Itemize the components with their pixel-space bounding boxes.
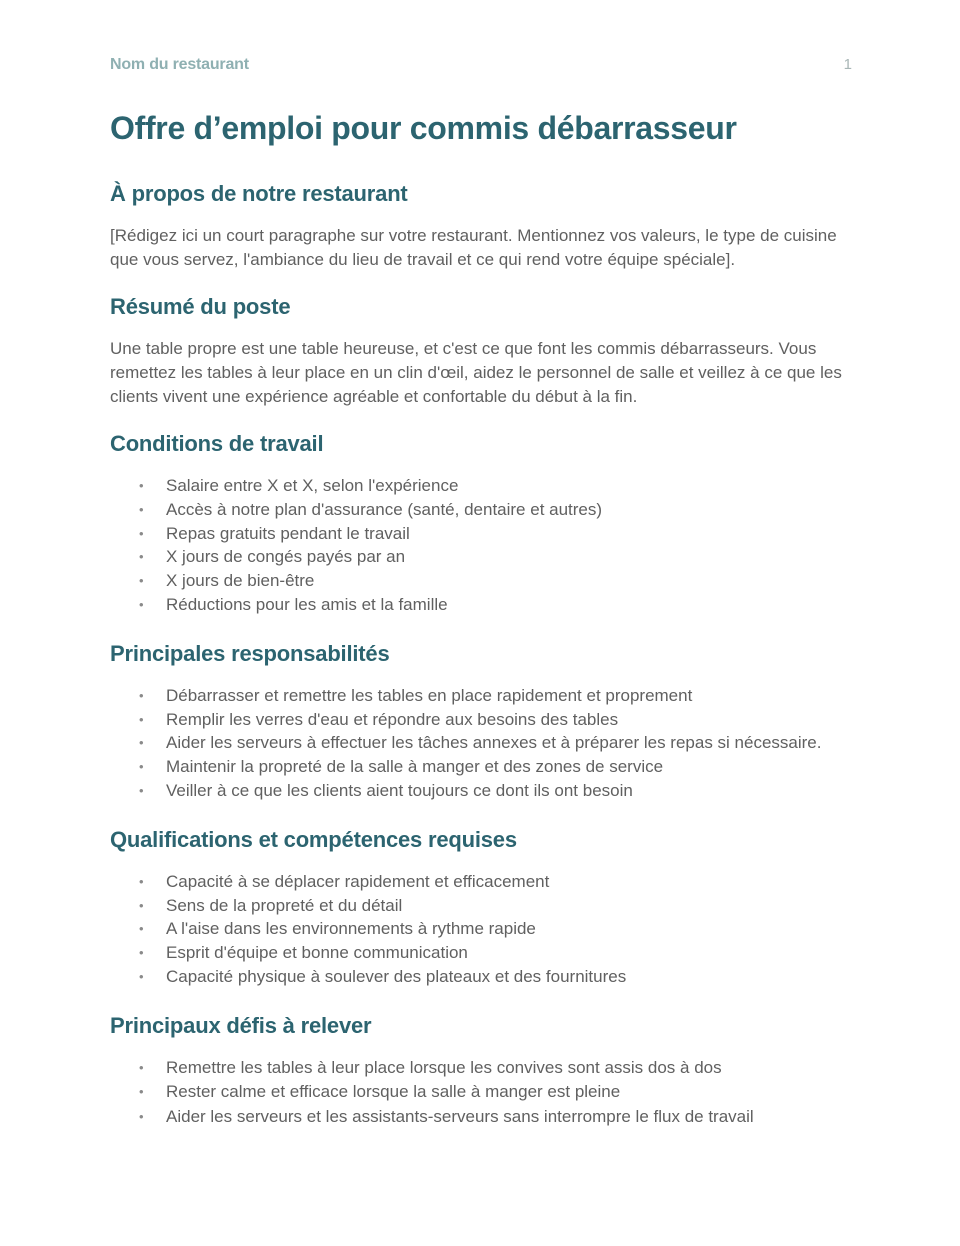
list-item	[110, 569, 860, 593]
list-item	[110, 731, 860, 755]
bullet-icon: •	[139, 687, 144, 703]
restaurant-name: Nom du restaurant	[110, 56, 249, 73]
list-item-text: Débarrasser et remettre les tables en place rapidement et proprement	[166, 685, 693, 705]
list-item	[110, 870, 860, 894]
list-item	[110, 474, 860, 498]
list-item-text: X jours de congés payés par an	[166, 547, 406, 567]
list-item	[110, 684, 860, 708]
list-item	[110, 779, 860, 803]
section-paragraph: Une table propre est une table heureuse, et c'est ce que font les commis débarrasseurs. Vous remettez les tables à leur place en un clin d'œil, aidez le personnel de salle et veillez à ce que les clients vivent une expérience agréable et confortable du début à la fin.	[110, 339, 842, 406]
list-item-text: Maintenir la propreté de la salle à manger et des zones de service	[166, 757, 664, 777]
list-item-text: Rester calme et efficace lorsque la salle à manger est pleine	[166, 1082, 621, 1102]
list-item	[110, 1080, 860, 1105]
page-header	[110, 56, 852, 76]
bullet-icon: •	[139, 945, 144, 961]
bullet-icon: •	[139, 525, 144, 541]
list-item	[110, 522, 860, 546]
bullet-icon: •	[139, 1084, 144, 1100]
bullet-icon: •	[139, 782, 144, 798]
bullet-icon: •	[139, 921, 144, 937]
bullet-list	[110, 1056, 860, 1130]
list-item	[110, 1105, 860, 1130]
section-qualifications	[110, 826, 860, 989]
section-summary	[110, 293, 860, 409]
bullet-icon: •	[139, 735, 144, 751]
bullet-icon: •	[139, 478, 144, 493]
list-item	[110, 708, 860, 732]
list-item	[110, 965, 860, 989]
list-item	[110, 941, 860, 965]
document-title: Offre d’emploi pour commis débarrasseur	[110, 110, 737, 146]
bullet-icon: •	[139, 1108, 144, 1124]
bullet-icon: •	[139, 711, 144, 727]
section-heading: À propos de notre restaurant	[110, 181, 408, 206]
section-conditions	[110, 430, 860, 617]
list-item-text: Réductions pour les amis et la famille	[166, 594, 448, 614]
list-item-text: Salaire entre X et X, selon l'expérience	[166, 476, 459, 495]
list-item-text: X jours de bien-être	[166, 571, 315, 591]
list-item-text: Accès à notre plan d'assurance (santé, dentaire et autres)	[166, 499, 603, 519]
bullet-icon: •	[139, 897, 144, 913]
section-challenges	[110, 1012, 860, 1130]
bullet-icon: •	[139, 1059, 144, 1075]
bullet-icon: •	[139, 573, 144, 589]
section-heading: Principaux défis à relever	[110, 1012, 372, 1038]
bullet-list	[110, 684, 860, 803]
section-heading: Résumé du poste	[110, 294, 291, 319]
bullet-icon: •	[139, 549, 144, 565]
bullet-icon: •	[139, 501, 144, 517]
section-heading: Qualifications et compétences requises	[110, 826, 517, 852]
section-paragraph: [Rédigez ici un court paragraphe sur votre restaurant. Mentionnez vos valeurs, le type de cuisine que vous servez, l'ambiance du lieu de travail et ce qui rend votre équipe spéciale].	[110, 226, 837, 269]
section-responsibilities	[110, 640, 860, 803]
list-item-text: A l'aise dans les environnements à rythme rapide	[166, 919, 536, 939]
list-item-text: Aider les serveurs à effectuer les tâches annexes et à préparer les repas si nécessaire.	[166, 733, 822, 753]
section-heading: Conditions de travail	[110, 431, 324, 456]
list-item-text: Repas gratuits pendant le travail	[166, 523, 410, 543]
list-item-text: Remplir les verres d'eau et répondre aux besoins des tables	[166, 709, 619, 729]
document-body	[110, 108, 860, 1152]
list-item	[110, 498, 860, 522]
list-item-text: Esprit d'équipe et bonne communication	[166, 943, 468, 963]
bullet-icon: •	[139, 968, 144, 984]
section-heading: Principales responsabilités	[110, 640, 390, 666]
list-item-text: Veiller à ce que les clients aient toujours ce dont ils ont besoin	[166, 780, 633, 800]
section-about	[110, 180, 860, 272]
list-item-text: Capacité physique à soulever des plateaux et des fournitures	[166, 966, 627, 986]
list-item-text: Capacité à se déplacer rapidement et efficacement	[166, 871, 550, 891]
list-item	[110, 917, 860, 941]
bullet-icon: •	[139, 596, 144, 612]
list-item-text: Aider les serveurs et les assistants-serveurs sans interrompre le flux de travail	[166, 1106, 754, 1126]
list-item	[110, 593, 860, 617]
list-item-text: Sens de la propreté et du détail	[166, 895, 403, 915]
bullet-list	[110, 870, 860, 989]
bullet-icon: •	[139, 759, 144, 775]
list-item	[110, 1056, 860, 1081]
list-item	[110, 545, 860, 569]
bullet-icon: •	[139, 873, 144, 889]
list-item-text: Remettre les tables à leur place lorsque les convives sont assis dos à dos	[166, 1057, 722, 1077]
page-number: 1	[843, 56, 852, 73]
bullet-list	[110, 474, 860, 617]
list-item	[110, 755, 860, 779]
list-item	[110, 894, 860, 918]
